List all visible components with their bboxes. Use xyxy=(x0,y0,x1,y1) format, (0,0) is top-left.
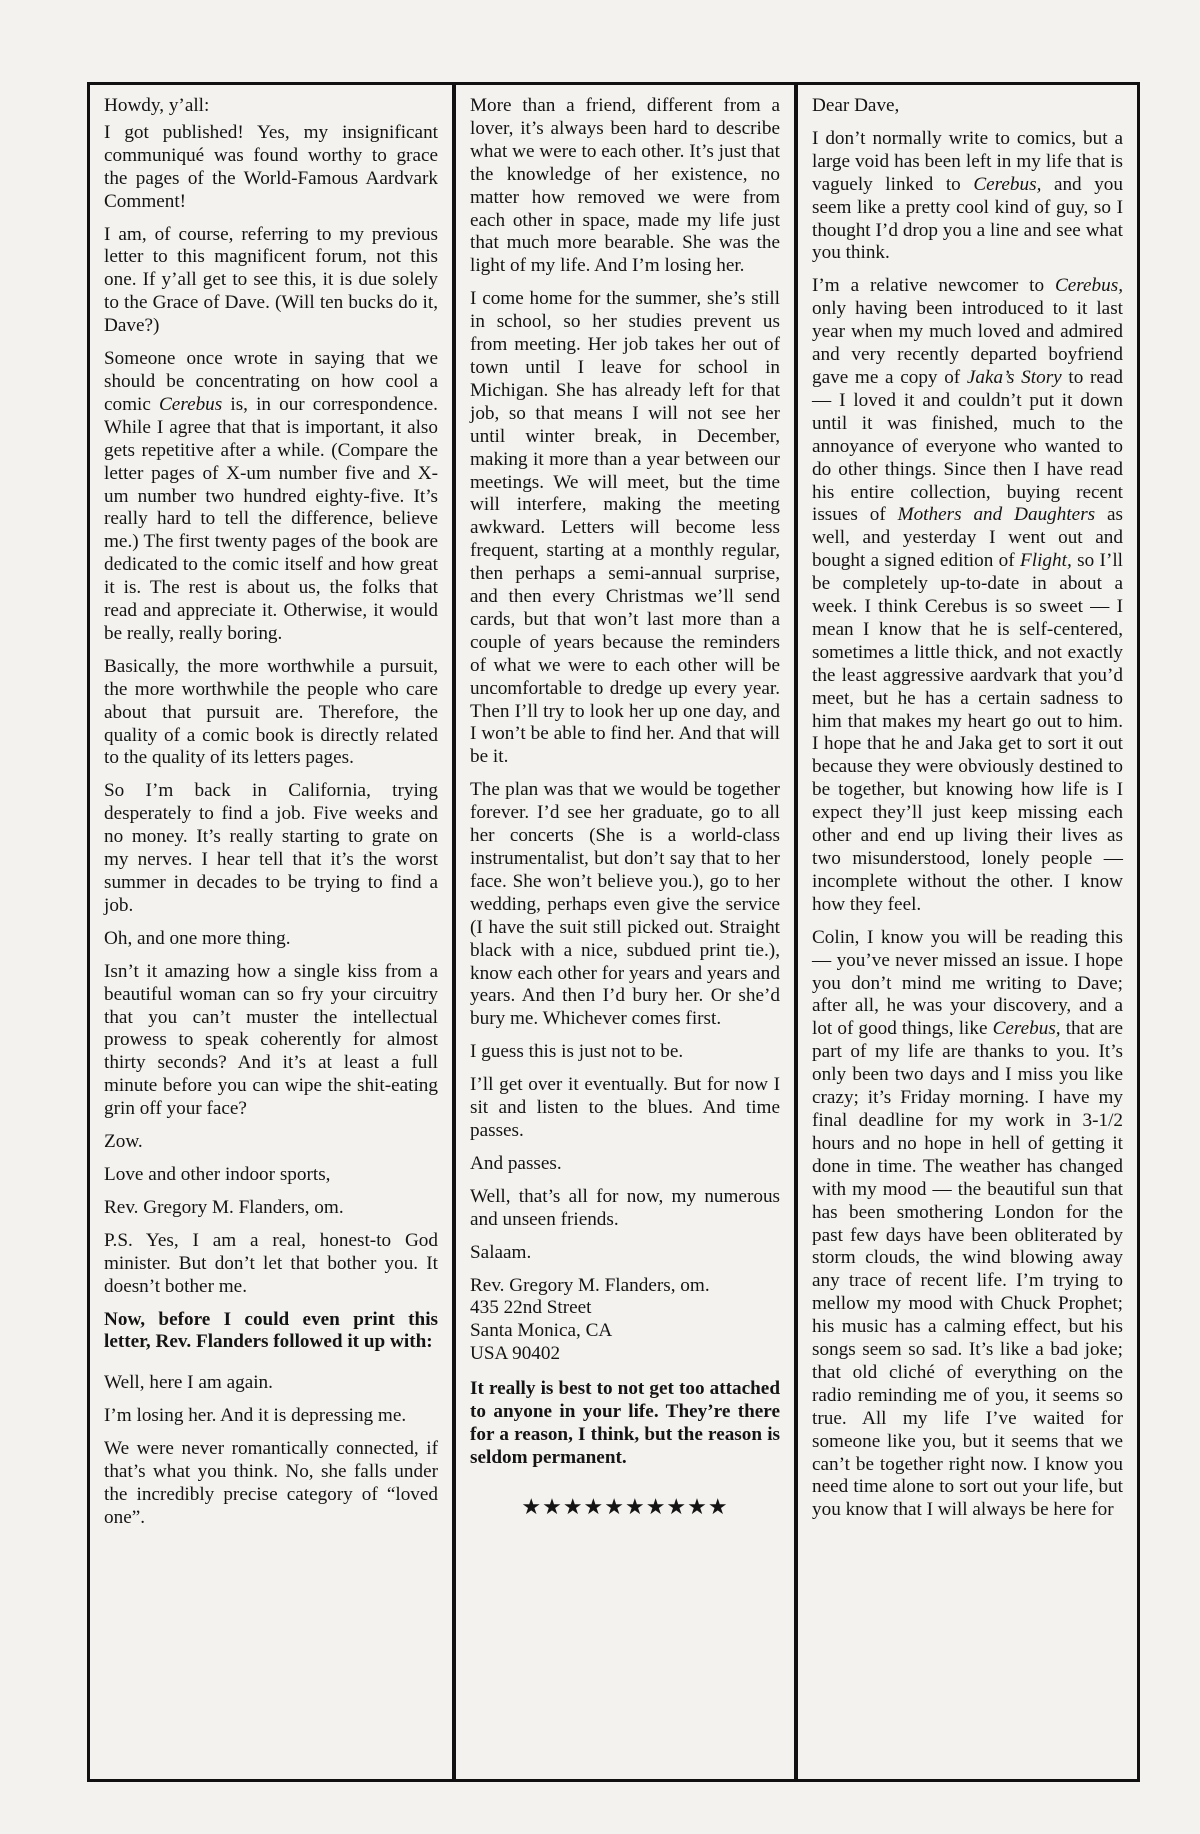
letter-closing: Salaam. xyxy=(470,1241,532,1263)
letter-paragraph: I’m losing her. And it is depressing me. xyxy=(104,1405,407,1427)
letter-paragraph: I am, of course, referring to my previous letter to this magnificent forum, not this one. If y’all get to see this, it is due solely to the Grace of Dave. (Will ten bucks do it, Dave?) xyxy=(104,223,438,337)
salutation: Howdy, y’all: xyxy=(104,95,210,116)
sender-name: Rev. Gregory M. Flanders, om. xyxy=(470,1274,710,1296)
letter-paragraph: More than a friend, different from a lover, it’s always been hard to describe what we were to each other. It’s just that the knowledge of her existence, no matter how removed we were from each other in space, made my life just that much more bearable. She was the light of my life. And I’m losing her. xyxy=(470,95,780,277)
editor-reply: It really is best to not get too attached to anyone in your life. They’re there for a reason, I think, but the reason is seldom permanent. xyxy=(470,1378,780,1468)
letter-paragraph: The plan was that we would be together forever. I’d see her graduate, go to all her concerts (She is a world-class instrumentalist, but don’t say that to her face. She won’t believe you.), go to her wedding, perhaps even give the service (I have the suit still picked out. Straight black with a nice, subdued print tie.), know each other for years and years and years. And then I’d bury her. Or she’d bury me. Whichever comes first. xyxy=(470,779,780,1030)
letter-paragraph: I guess this is just not to be. xyxy=(470,1041,684,1063)
letter-paragraph: And passes. xyxy=(470,1152,562,1174)
title-mothers-and-daughters: Mothers and Daughters xyxy=(897,504,1096,526)
letter-paragraph: I got published! Yes, my insignificant communiqué was found worthy to grace the pages of the World-Famous Aardvark Comment! xyxy=(104,121,438,212)
title-cerebus: Cerebus, xyxy=(973,173,1042,195)
letter-paragraph: I don’t normally write to comics, but a large void has been left in my life that is vaguely linked to Cerebus, and you seem like a pretty cool kind of guy, so I thought I’d drop you a line and see what you think. xyxy=(812,127,1123,264)
letter-signature: Rev. Gregory M. Flanders, om. xyxy=(104,1196,344,1218)
letter-paragraph: Isn’t it amazing how a single kiss from a beautiful woman can so fry your circuitry that you can’t muster the intellectual prowess to speak coherently for almost thirty seconds? And it’s at least a full minute before you can wipe the shit-eating grin off your face? xyxy=(104,960,438,1120)
letter-paragraph: Basically, the more worthwhile a pursuit, the more worthwhile the people who care about that pursuit are. Therefore, the quality of a comic book is directly related to the quality of its letters pages. xyxy=(104,655,438,769)
title-cerebus: Cerebus xyxy=(159,393,223,415)
star-divider: ★★★★★★★★★★ xyxy=(521,1493,729,1519)
letter-closing: Love and other indoor sports, xyxy=(104,1163,331,1185)
letter-postscript: P.S. Yes, I am a real, honest-to God minister. But don’t let that bother you. It doesn’t bother me. xyxy=(104,1229,438,1297)
letters-page xyxy=(87,82,1140,1782)
sender-city: Santa Monica, CA xyxy=(470,1320,613,1342)
sender-country: USA 90402 xyxy=(470,1343,561,1365)
sender-street: 435 22nd Street xyxy=(470,1297,592,1319)
letter-paragraph: Someone once wrote in saying that we should be concentrating on how cool a comic Cerebus is, in our correspondence. While I agree that that is important, it also gets repetitive after a while. (Compare the letter pages of X-um number five and X-um number two hundred eighty-five. It’s really hard to tell the difference, believe me.) The first twenty pages of the book are dedicated to the comic itself and how great it is. The rest is about us, the folks that read and appreciate it. Otherwise, it would be really, really boring. xyxy=(104,348,438,644)
letter-paragraph: Zow. xyxy=(104,1131,143,1153)
letter-paragraph: Oh, and one more thing. xyxy=(104,927,291,949)
title-flight: Flight, xyxy=(1020,550,1072,572)
title-cerebus: Cerebus, xyxy=(1054,275,1123,297)
letters-column-3 xyxy=(798,85,1137,1779)
editor-note: Now, before I could even print this letter, Rev. Flanders followed it up with: xyxy=(104,1308,438,1353)
letter-paragraph: I come home for the summer, she’s still in school, so her studies prevent us from meeting. Her job takes her out of town until I leave for school in Michigan. She has already left for that job, so that means I will not see her until winter break, in December, making it more than a year between our meetings. We will meet, but the time will interfere, making the meeting awkward. Letters will become less frequent, starting at a monthly regular, then perhaps a semi-annual surprise, and then every Christmas we’ll send cards, but that won’t last more than a couple of years because the reminders of what we were to each other will be uncomfortable to dredge up every year. Then I’ll try to look her up one day, and I won’t be able to find her. And that will be it. xyxy=(470,288,780,768)
sender-address xyxy=(470,1275,780,1367)
letter-paragraph: Well, that’s all for now, my numerous and unseen friends. xyxy=(470,1185,780,1230)
letter-paragraph: We were never romantically connected, if that’s what you think. No, she falls under the incredibly precise category of “loved one”. xyxy=(104,1438,438,1528)
letter-paragraph: So I’m back in California, trying desperately to find a job. Five weeks and no money. It’s really starting to grate on my nerves. I hear tell that it’s the worst summer in decades to be trying to find a job. xyxy=(104,780,438,916)
letters-column-1 xyxy=(90,85,452,1779)
letter-paragraph: Well, here I am again. xyxy=(104,1372,273,1394)
letters-column-2 xyxy=(456,85,794,1779)
title-jakas-story: Jaka’s Story xyxy=(966,366,1062,388)
letter-paragraph: I’m a relative newcomer to Cerebus, only having been introduced to it last year when my much loved and admired and very recently departed boyfriend gave me a copy of Jaka’s Story to read — I loved it and couldn’t put it down until it was finished, much to the annoyance of everyone who wanted to do other things. Since then I have read his entire collection, buying recent issues of Mothers and Daughters as well, and yesterday I went out and bought a signed edition of Flight, so I’ll be completely up-to-date in about a week. I think Cerebus is so sweet — I mean I know that he is self-centered, sometimes a little thick, and not exactly the least aggressive aardvark that you’d meet, but he has a certain sadness to him that makes my heart go out to him. I hope that he and Jaka get to sort it out because they were obviously destined to be together, but knowing how life is I expect they’ll just keep missing each other and end up living their lives as two misunderstood, lonely people — incomplete without the other. I know how they feel. xyxy=(812,275,1124,915)
letter-paragraph: Colin, I know you will be reading this — you’ve never missed an issue. I hope you don’t mind me writing to Dave; after all, he was your discovery, and a lot of good things, like Cerebus, that are part of my life are thanks to you. It’s only been two days and I miss you like crazy; it’s Friday morning. I have my final deadline for my work in 3-1/2 hours and no hope in hell of getting it done in time. The weather has changed with my mood — the beautiful sun that has been smothering London for the past few days have been obliterated by storm clouds, the wind blowing away any trace of recent life. I’m trying to mellow my mood with Chuck Prophet; his music has a calming effect, but his songs seem so sad. It’s like a bad joke; that old cliché of everything on the radio reminding me of you, it seems so true. All my life I’ve waited for someone like you, but it seems that we can’t be together right now. I know you need time alone to sort out your life, but you know that I will always be here for xyxy=(812,926,1123,1521)
salutation: Dear Dave, xyxy=(812,95,900,116)
title-cerebus: Cerebus, xyxy=(992,1018,1061,1040)
letter-paragraph: I’ll get over it eventually. But for now I sit and listen to the blues. And time passes. xyxy=(470,1074,780,1141)
